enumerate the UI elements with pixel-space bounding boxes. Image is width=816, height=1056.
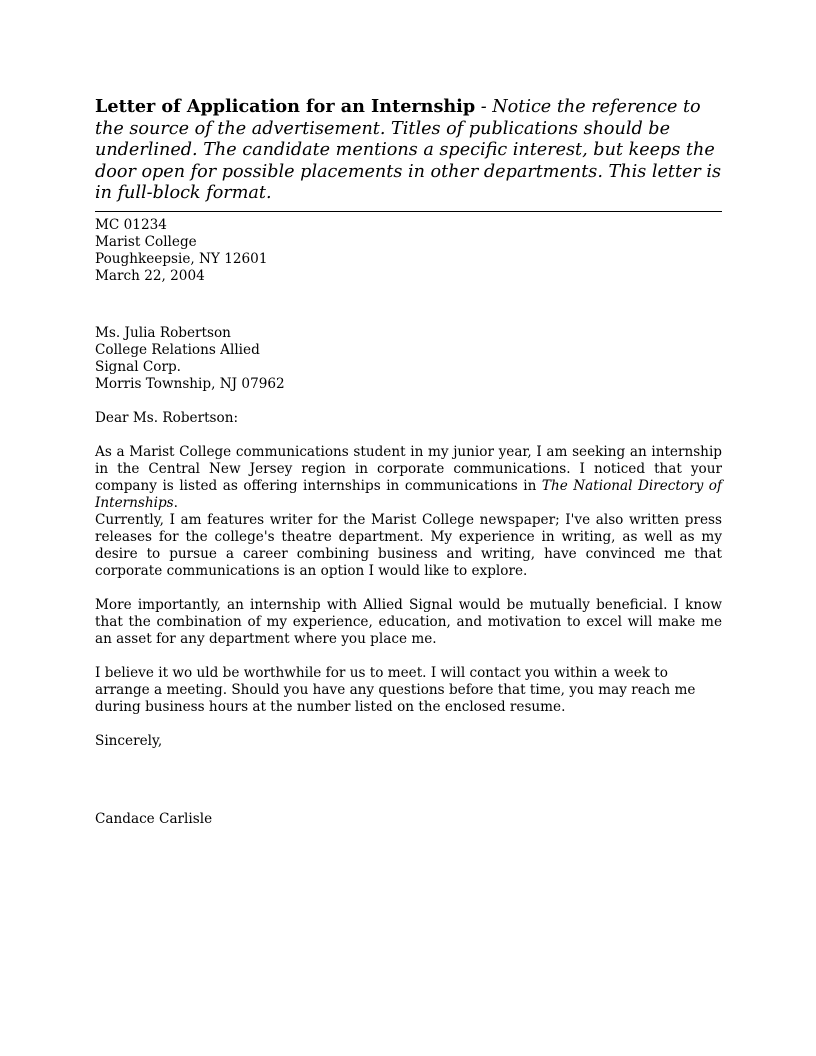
complimentary-closing: Sincerely, — [95, 732, 163, 749]
body-paragraph-2: More importantly, an internship with Allied Signal would be mutually beneficial. I know that the combination of my experience, education, and motivation to excel will make me an asset for any department where you place me. — [95, 596, 722, 647]
heading-divider — [95, 211, 722, 212]
heading-title: Letter of Application for an Internship — [95, 96, 476, 117]
body-paragraph-1 — [95, 444, 722, 580]
sender-line-2: Marist College — [95, 233, 197, 250]
paragraph-1-text-b: . — [173, 494, 178, 511]
recipient-line-3: Signal Corp. — [95, 358, 181, 375]
sender-line-1: MC 01234 — [95, 216, 167, 233]
letter-date: March 22, 2004 — [95, 267, 205, 284]
sender-line-3: Poughkeepsie, NY 12601 — [95, 250, 268, 267]
paragraph-1-text-a: As a Marist College communications student in my junior year, I am seeking an internship in the Central New Jersey region in corporate communications. I noticed that your company is listed as offering internships in communications in — [95, 443, 722, 494]
recipient-name: Ms. Julia Robertson — [95, 324, 231, 341]
signature-name: Candace Carlisle — [95, 810, 213, 827]
paragraph-1-text-c: Currently, I am features writer for the Marist College newspaper; I've also written press releases for the college's theatre department. My experience in writing, as well as my desire to pursue a career combining business and writing, have convinced me that corporate communications is an option I would like to explore. — [95, 511, 722, 579]
recipient-address — [95, 325, 722, 393]
letter-content — [95, 96, 722, 828]
heading-note: - Notice the reference to the source of the advertisement. Titles of publications should be underlined. The candidate mentions a specific interest, but keeps the door open for possible placements in other departments. This letter is in full-block format. — [95, 97, 722, 203]
recipient-line-2: College Relations Allied — [95, 341, 260, 358]
salutation: Dear Ms. Robertson: — [95, 409, 239, 426]
sender-address — [95, 217, 722, 285]
body-paragraph-3: I believe it wo uld be worthwhile for us to meet. I will contact you within a week to arrange a meeting. Should you have any questions before that time, you may reach me during business hours at the number listed on the enclosed resume. — [95, 664, 696, 715]
document-heading — [95, 96, 722, 205]
publication-title: The National Directory of Internships — [95, 477, 722, 511]
recipient-line-4: Morris Township, NJ 07962 — [95, 375, 285, 392]
